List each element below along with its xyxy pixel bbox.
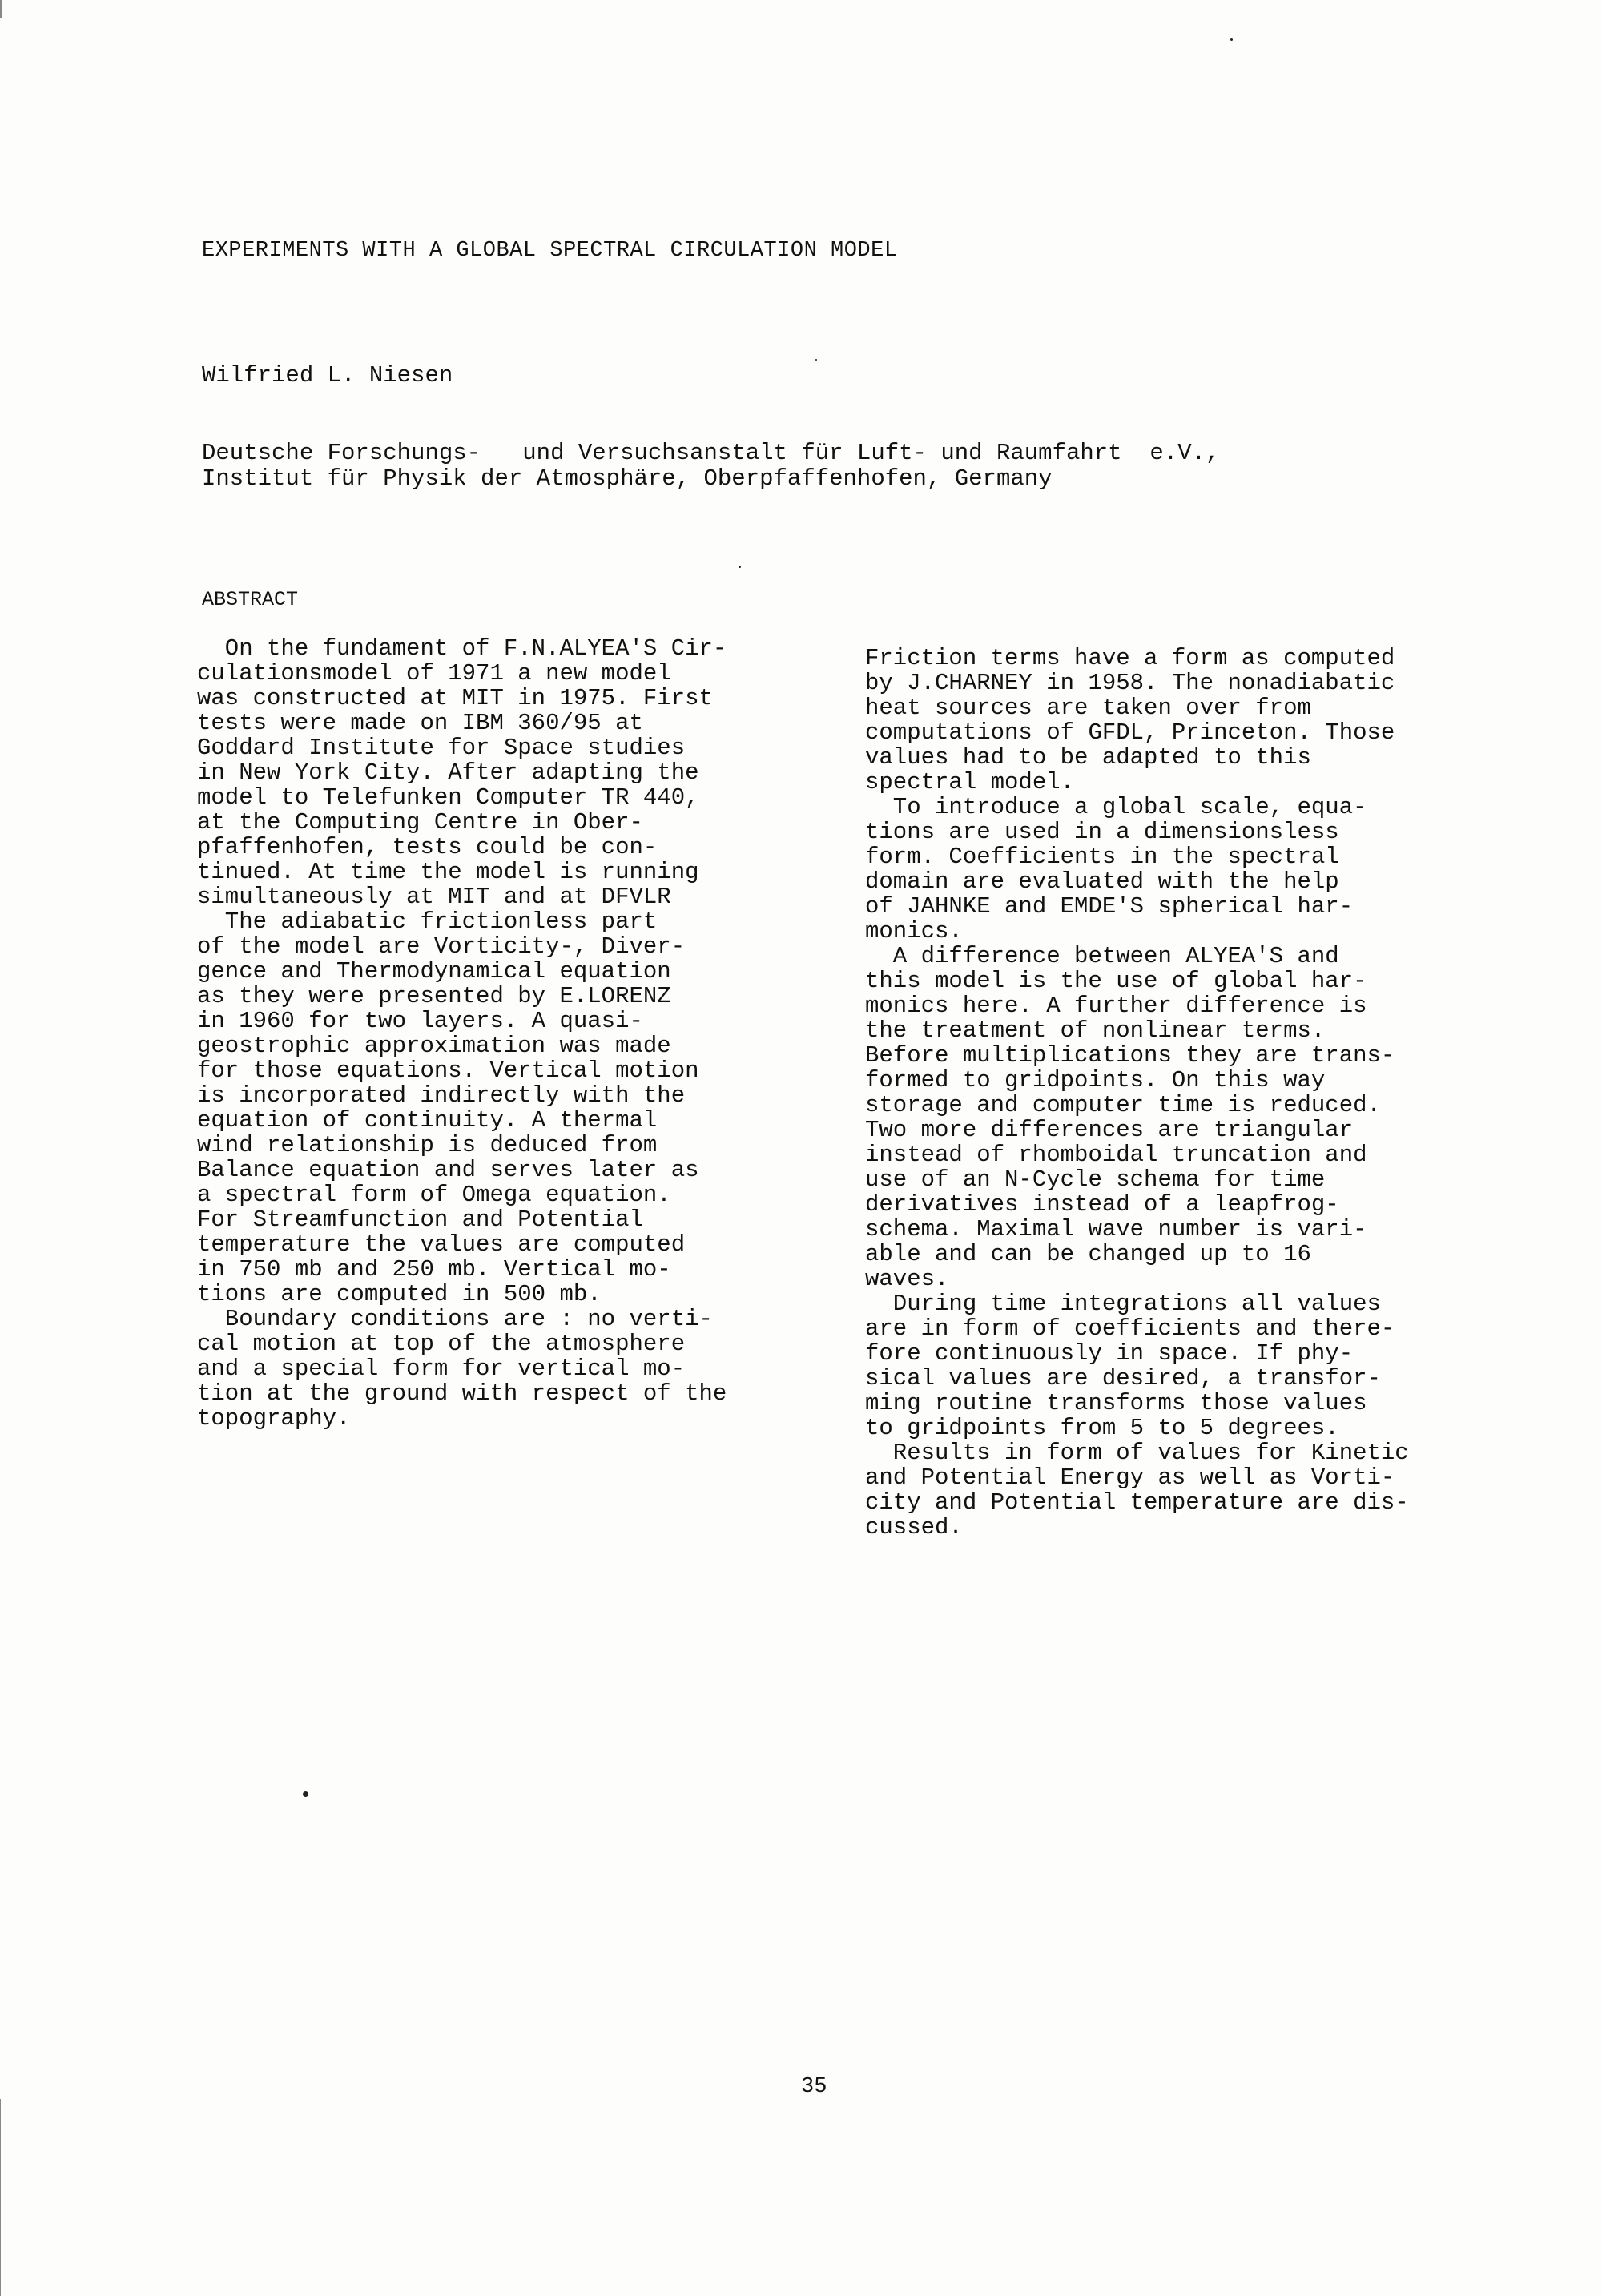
- abstract-text-line: at the Computing Centre in Ober-: [197, 809, 643, 836]
- abstract-text-line: On the fundament of F.N.ALYEA'S Cir-: [197, 635, 727, 662]
- abstract-text-line: fore continuously in space. If phy-: [865, 1340, 1354, 1367]
- abstract-text-line: a spectral form of Omega equation.: [197, 1182, 671, 1208]
- abstract-text-line: in 750 mb and 250 mb. Vertical mo-: [197, 1256, 671, 1283]
- abstract-text-line: culationsmodel of 1971 a new model: [197, 660, 671, 687]
- abstract-text-line: and Potential Energy as well as Vorti-: [865, 1464, 1395, 1491]
- abstract-text-line: monics here. A further difference is: [865, 993, 1367, 1019]
- abstract-text-line: Two more differences are triangular: [865, 1117, 1354, 1143]
- abstract-text-line: of JAHNKE and EMDE'S spherical har-: [865, 893, 1354, 920]
- abstract-text-line: for those equations. Vertical motion: [197, 1057, 699, 1084]
- abstract-text-line: waves.: [865, 1266, 949, 1292]
- abstract-text-line: schema. Maximal wave number is vari-: [865, 1216, 1367, 1243]
- abstract-text-line: formed to gridpoints. On this way: [865, 1067, 1326, 1094]
- abstract-text-line: tions are computed in 500 mb.: [197, 1281, 602, 1307]
- abstract-text-line: computations of GFDL, Princeton. Those: [865, 719, 1395, 746]
- abstract-text-line: sical values are desired, a transfor-: [865, 1365, 1381, 1392]
- abstract-text-line: instead of rhomboidal truncation and: [865, 1142, 1367, 1168]
- abstract-text-line: and a special form for vertical mo-: [197, 1355, 686, 1382]
- abstract-text-line: in New York City. After adapting the: [197, 759, 699, 786]
- abstract-text-line: city and Potential temperature are dis-: [865, 1489, 1409, 1516]
- abstract-text-line: pfaffenhofen, tests could be con-: [197, 834, 658, 860]
- affiliation-block: [202, 441, 1219, 492]
- abstract-text-line: A difference between ALYEA'S and: [865, 943, 1339, 969]
- abstract-text-line: of the model are Vorticity-, Diver-: [197, 933, 686, 960]
- abstract-text-line: ming routine transforms those values: [865, 1390, 1367, 1416]
- abstract-right-column: [865, 646, 1409, 1540]
- abstract-text-line: cussed.: [865, 1514, 963, 1541]
- abstract-text-line: storage and computer time is reduced.: [865, 1092, 1381, 1118]
- abstract-text-line: During time integrations all values: [865, 1291, 1381, 1317]
- abstract-text-line: For Streamfunction and Potential: [197, 1206, 643, 1233]
- abstract-text-line: derivatives instead of a leapfrog-: [865, 1191, 1339, 1218]
- abstract-text-line: domain are evaluated with the help: [865, 868, 1339, 895]
- abstract-text-line: simultaneously at MIT and at DFVLR: [197, 884, 671, 910]
- affiliation-line: Institut für Physik der Atmosphäre, Oberpfaffenhofen, Germany: [202, 465, 1053, 492]
- abstract-text-line: spectral model.: [865, 769, 1075, 796]
- abstract-text-line: Results in form of values for Kinetic: [865, 1440, 1409, 1466]
- abstract-text-line: able and can be changed up to 16: [865, 1241, 1311, 1267]
- abstract-text-line: topography.: [197, 1405, 351, 1432]
- abstract-text-line: monics.: [865, 918, 963, 945]
- scan-speck: [303, 1791, 308, 1797]
- abstract-text-line: to gridpoints from 5 to 5 degrees.: [865, 1415, 1339, 1441]
- abstract-text-line: geostrophic approximation was made: [197, 1033, 671, 1059]
- abstract-text-line: tions are used in a dimensionsless: [865, 819, 1339, 845]
- abstract-text-line: wind relationship is deduced from: [197, 1132, 658, 1158]
- affiliation-line: Deutsche Forschungs- und Versuchsanstalt für Luft- und Raumfahrt e.V.,: [202, 440, 1220, 466]
- abstract-text-line: the treatment of nonlinear terms.: [865, 1017, 1326, 1044]
- abstract-left-column: [197, 636, 727, 1431]
- paper-title: EXPERIMENTS WITH A GLOBAL SPECTRAL CIRCULATION MODEL: [202, 239, 898, 263]
- abstract-heading: ABSTRACT: [202, 588, 299, 611]
- abstract-text-line: The adiabatic frictionless part: [197, 908, 658, 935]
- abstract-text-line: in 1960 for two layers. A quasi-: [197, 1008, 643, 1034]
- abstract-text-line: tion at the ground with respect of the: [197, 1380, 727, 1407]
- abstract-text-line: are in form of coefficients and there-: [865, 1315, 1395, 1342]
- scan-edge-mark: [0, 2099, 1, 2296]
- abstract-text-line: heat sources are taken over from: [865, 695, 1311, 721]
- abstract-text-line: model to Telefunken Computer TR 440,: [197, 784, 699, 811]
- abstract-text-line: by J.CHARNEY in 1958. The nonadiabatic: [865, 670, 1395, 696]
- abstract-text-line: gence and Thermodynamical equation: [197, 958, 671, 985]
- abstract-text-line: cal motion at top of the atmosphere: [197, 1331, 686, 1357]
- abstract-text-line: is incorporated indirectly with the: [197, 1082, 686, 1109]
- abstract-text-line: Friction terms have a form as computed: [865, 645, 1395, 671]
- abstract-text-line: To introduce a global scale, equa-: [865, 794, 1367, 820]
- author-name: Wilfried L. Niesen: [202, 362, 453, 389]
- abstract-text-line: was constructed at MIT in 1975. First: [197, 685, 713, 711]
- abstract-text-line: Boundary conditions are : no verti-: [197, 1306, 713, 1332]
- abstract-text-line: Before multiplications they are trans-: [865, 1042, 1395, 1069]
- scan-speck: [739, 566, 741, 568]
- abstract-text-line: equation of continuity. A thermal: [197, 1107, 658, 1134]
- scan-speck: [815, 359, 817, 361]
- abstract-text-line: Balance equation and serves later as: [197, 1157, 699, 1183]
- abstract-text-line: Goddard Institute for Space studies: [197, 735, 686, 761]
- abstract-text-line: form. Coefficients in the spectral: [865, 844, 1339, 870]
- abstract-text-line: this model is the use of global har-: [865, 968, 1367, 994]
- abstract-text-line: temperature the values are computed: [197, 1231, 686, 1258]
- abstract-text-line: use of an N-Cycle schema for time: [865, 1166, 1326, 1193]
- scan-edge-mark: [0, 0, 2, 18]
- page-number: 35: [801, 2075, 827, 2099]
- abstract-text-line: as they were presented by E.LORENZ: [197, 983, 671, 1009]
- abstract-text-line: values had to be adapted to this: [865, 744, 1311, 771]
- scan-speck: [1230, 38, 1233, 41]
- abstract-text-line: tests were made on IBM 360/95 at: [197, 710, 643, 736]
- abstract-text-line: tinued. At time the model is running: [197, 859, 699, 885]
